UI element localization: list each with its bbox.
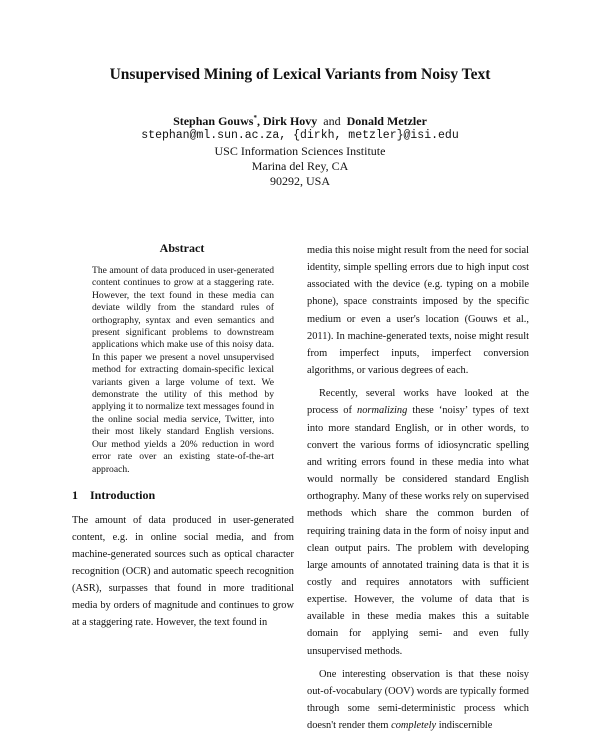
emphasis-text: completely bbox=[391, 720, 437, 732]
affiliation-institute: USC Information Sciences Institute bbox=[214, 144, 386, 158]
paragraph-text: indiscernible bbox=[436, 720, 493, 732]
author-name: Dirk Hovy bbox=[262, 114, 318, 128]
author-conjunction: and bbox=[323, 114, 341, 128]
author-list: Stephan Gouws*, Dirk Hovy and Donald Metzler bbox=[173, 114, 427, 128]
affiliation-zip: 90292, USA bbox=[269, 174, 330, 188]
paragraph bbox=[307, 666, 529, 734]
author-footnote-mark: * bbox=[253, 114, 257, 122]
author-emails: stephan@ml.sun.ac.za, {dirkh, metzler}@isi.edu bbox=[141, 129, 459, 142]
paragraph-text: these ‘noisy’ types of text into more standard English, or in other words, to convert the various forms of idiosyncratic spelling and writing errors found in these media into what would normally be considered standard English orthography. Many of these works rely on supervised methods which share the common burden of requiring training data in the form of noisy input and clean output pairs. The problem with developing large amounts of annotated training data is that it is costly and requires annotators with sufficient expertise. However, the volume of data that is available in these media makes this a suitable domain for applying semi- and even fully unsupervised methods. bbox=[307, 405, 529, 657]
author-name: Stephan Gouws bbox=[173, 114, 254, 128]
abstract-heading: Abstract bbox=[159, 241, 205, 255]
affiliation-city: Marina del Rey, CA bbox=[251, 159, 349, 173]
paragraph bbox=[307, 385, 529, 660]
abstract-text: The amount of data produced in user-generated content continues to grow at a staggering rate. However, the text found in these media can deviate wildly from the standard rules of orthography, syntax and even semantics and present significant problems to downstream applications which make use of this noisy data. In this paper we present a novel unsupervised method for extracting domain-specific lexical variants given a large volume of text. We demonstrate the utility of this method by applying it to normalize text messages found in the online social media service, Twitter, into their most likely standard English versions. Our method yields a 20% reduction in word error rate over an existing state-of-the-art approach. bbox=[92, 265, 274, 475]
emphasis-text: normalizing bbox=[357, 405, 408, 417]
right-column bbox=[307, 242, 529, 734]
paragraph-text: Recently, several works have looked at the process of bbox=[307, 388, 529, 417]
section-heading-introduction bbox=[72, 488, 155, 503]
section-title: Introduction bbox=[90, 488, 156, 502]
introduction-text: The amount of data produced in user-generated content, e.g. in online social media, and from machine-generated sources such as optical character recognition (OCR) and automatic speech recognition (ASR), surpasses that found in more traditional media by orders of magnitude and continues to grow at a staggering rate. However, the text found in bbox=[72, 515, 294, 628]
paragraph-text: One interesting observation is that these noisy out-of-vocabulary (OOV) words are typically formed through some semi-deterministic process which doesn't render them bbox=[307, 668, 529, 732]
paragraph: media this noise might result from the need for social identity, simple spelling errors due to high input cost associated with the device (e.g. typing on a mobile phone), space constraints imposed by the specific medium or even a user's location (Gouws et al., 2011). In machine-generated texts, noise might result from imperfect inputs, imperfect conversion algorithms, or various degrees of each. bbox=[307, 245, 529, 377]
author-name: Donald Metzler bbox=[346, 114, 427, 128]
section-number: 1 bbox=[72, 488, 78, 502]
paper-title: Unsupervised Mining of Lexical Variants from Noisy Text bbox=[109, 66, 491, 83]
